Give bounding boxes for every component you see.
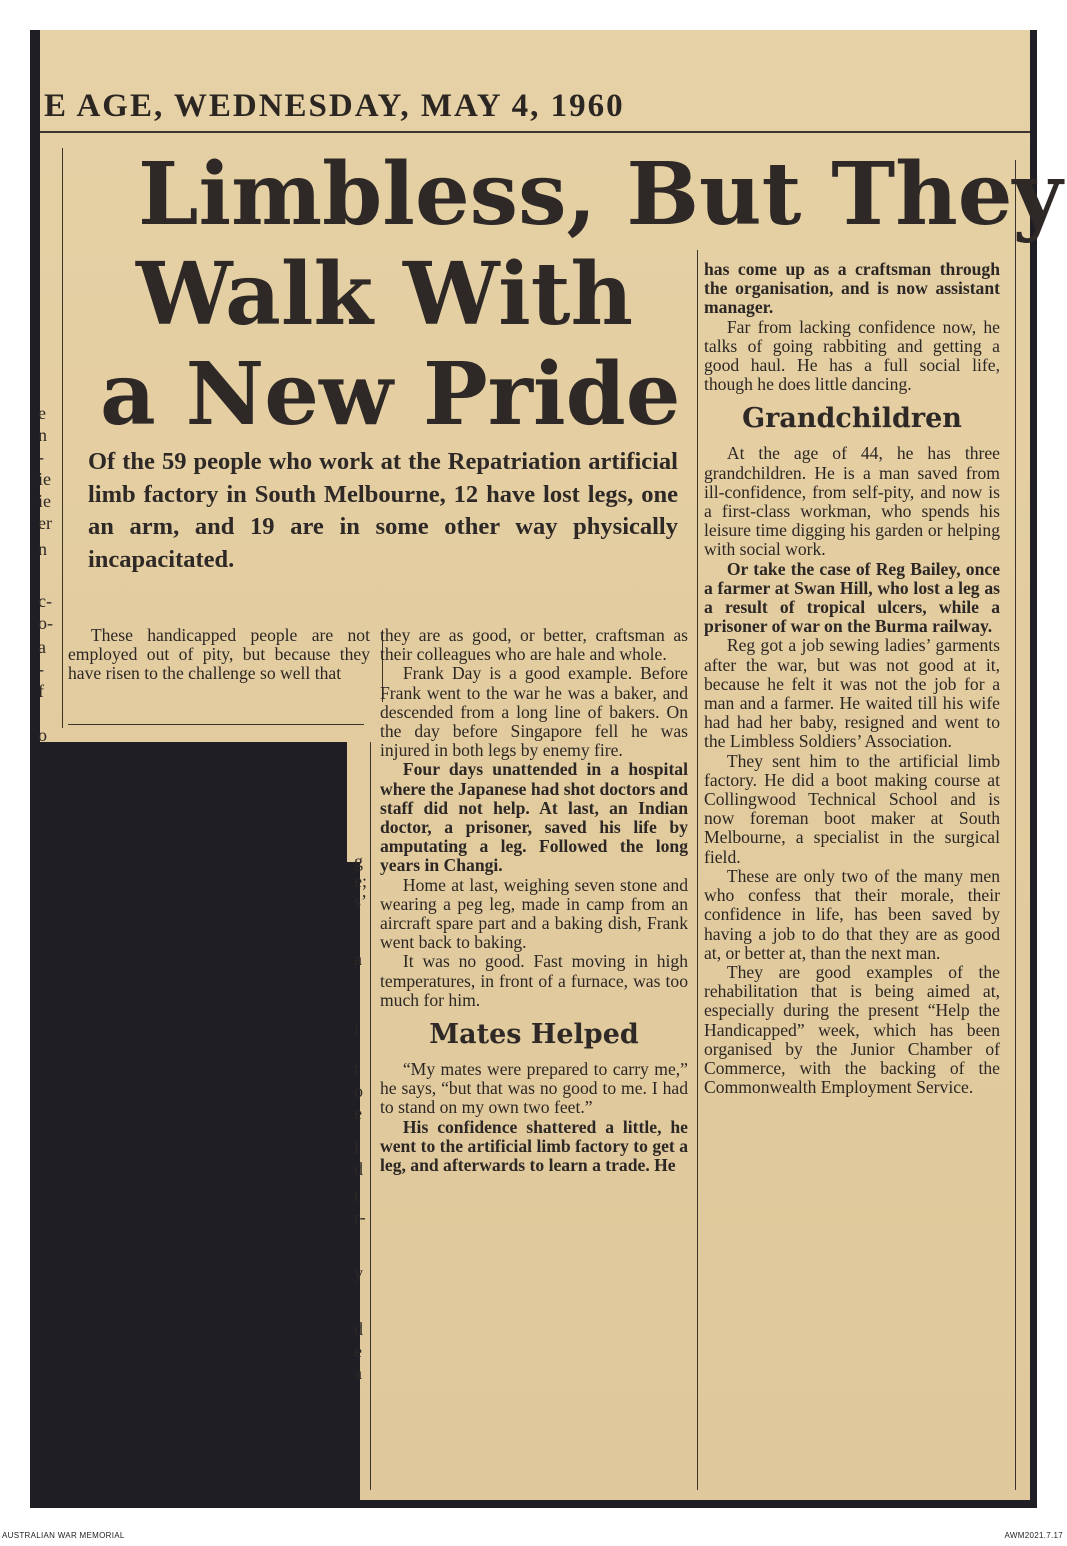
left-margin-fragment: a	[38, 637, 46, 657]
paragraph: Four days unattended in a hospital where the Japanese had shot doctors and staff did not help. At last, an Indian doctor, a prisoner, saved his life by amputating a leg. Followed the long years in Changi.	[380, 759, 688, 876]
deck-summary: Of the 59 people who work at the Repatriation artificial limb factory in South Melbourne, 12 have lost legs, one an arm, and 19 are in some other way physically incapacitated.	[88, 448, 678, 573]
column-rule-right	[1015, 160, 1016, 1490]
headline-line-2: Walk With	[136, 244, 634, 345]
mid-margin-fragment: o	[354, 1081, 363, 1101]
mid-margin-fragment: g	[354, 851, 363, 871]
paragraph: They sent him to the artificial limb factory. He did a boot making course at Collingwood Technical School and is now foreman boot maker at South Melbourne, a specialist in the surgical field.	[704, 750, 1000, 867]
mid-margin-fragment: d	[354, 1319, 363, 1339]
left-margin-fragment: f	[38, 681, 44, 701]
paragraph: Home at last, weighing seven stone and wearing a peg leg, made in camp from an aircraft spare part and a baking dish, Frank went back to baking.	[380, 874, 688, 953]
mid-margin-fragment: d	[354, 1159, 363, 1179]
masthead-rule	[40, 131, 1030, 133]
headline-line-3: a New Pride	[100, 344, 681, 445]
paragraph: they are as good, or better, craftsman as their colleagues who are hale and whole.	[380, 625, 688, 665]
mid-margin-fragment: l	[354, 1137, 360, 1157]
left-margin-fragment: er	[38, 513, 52, 533]
left-margin-fragment: o	[38, 725, 47, 745]
paragraph: They are good examples of the rehabilitation that is being aimed at, especially during the present “Help the Handicapped” week, which has been organised by the Junior Chamber of Commerce, with the backing of the Commonwealth Employment Service.	[704, 961, 1000, 1098]
paragraph: “My mates were prepared to carry me,” he says, “but that was no good to me. I had to stand on my own two feet.”	[380, 1059, 688, 1118]
archive-credit: AUSTRALIAN WAR MEMORIAL	[2, 1531, 125, 1540]
left-margin-fragment: -	[38, 659, 44, 679]
archive-id: AWM2021.7.17	[1004, 1531, 1063, 1540]
paragraph: Reg got a job sewing ladies’ garments after the war, but was not good at it, because he felt it was not the job for a man and a farmer. He waited till his wife had had her baby, resigned and went to the Limbless Soldiers’ Association.	[704, 635, 1000, 752]
left-margin-fragment: c-	[38, 591, 52, 611]
column-rule-lower	[370, 742, 371, 1490]
article-column-1	[68, 626, 370, 684]
clipping-notch	[347, 742, 361, 862]
column-rule-left	[62, 148, 63, 728]
mid-margin-fragment: e	[354, 1103, 362, 1123]
paragraph: has come up as a craftsman through the organisation, and is now assistant manager.	[704, 259, 1000, 318]
paragraph: His confidence shattered a little, he went to the artificial limb factory to get a leg, and afterwards to learn a trade. He	[380, 1116, 688, 1176]
left-margin-fragment: n	[38, 425, 47, 445]
left-margin-fragment: o-	[38, 613, 53, 633]
dateline: E AGE, WEDNESDAY, MAY 4, 1960	[44, 88, 625, 124]
paragraph: It was no good. Fast moving in high temperatures, in front of a furnace, was too much for him.	[380, 951, 688, 1010]
paragraph: Far from lacking confidence now, he talks of going rabbiting and getting a good haul. He has a full social life, though he does little dancing.	[704, 316, 1000, 395]
article-column-3	[704, 260, 1000, 1097]
paragraph: These handicapped people are not employed out of pity, but because they have risen to the challenge so well that	[68, 625, 370, 684]
mid-margin-fragment: r-	[354, 1207, 366, 1227]
end-rule	[68, 724, 364, 725]
left-margin-fragment: n	[38, 539, 47, 559]
headline-line-1: Limbless, But They	[138, 144, 1063, 245]
mid-margin-fragment: e	[354, 1341, 362, 1361]
subhead-mates-helped: Mates Helped	[429, 1019, 639, 1051]
paragraph: These are only two of the many men who confess that their morale, their confidence in life, has been saved by having a job to do that they are as good at, or better at, than the next man.	[704, 865, 1000, 963]
paragraph: At the age of 44, he has three grandchildren. He is a man saved from ill-confidence, from self-pity, and now is a first-class workman, who spends his leisure time digging his garden or helping with social work.	[704, 443, 1000, 560]
left-margin-fragment: ie	[38, 469, 51, 489]
mid-margin-fragment: i	[354, 1019, 360, 1039]
paragraph: Frank Day is a good example. Before Frank went to the war he was a baker, and descended from a long line of bakers. On the day before Singapore fell he was injured in both legs by enemy fire.	[380, 663, 688, 761]
mid-margin-fragment: y	[354, 1263, 363, 1283]
left-margin-fragment: ie	[38, 491, 51, 511]
mid-margin-fragment: t	[354, 1059, 360, 1079]
mid-margin-fragment: t	[354, 1185, 360, 1205]
mid-margin-fragment: a	[354, 1363, 362, 1383]
mid-margin-fragment: s’	[354, 891, 367, 911]
mid-margin-fragment: e;	[354, 871, 367, 891]
left-margin-fragment: e	[38, 403, 46, 423]
mid-margin-fragment: a	[354, 949, 362, 969]
left-margin-fragment: -	[38, 447, 44, 467]
column-rule-mid	[697, 250, 698, 1490]
subhead-grandchildren: Grandchildren	[742, 403, 962, 435]
article-column-2	[380, 626, 688, 1175]
paragraph: Or take the case of Reg Bailey, once a farmer at Swan Hill, who lost a leg as a result of tropical ulcers, while a prisoner of war on the Burma railway.	[704, 558, 1000, 637]
